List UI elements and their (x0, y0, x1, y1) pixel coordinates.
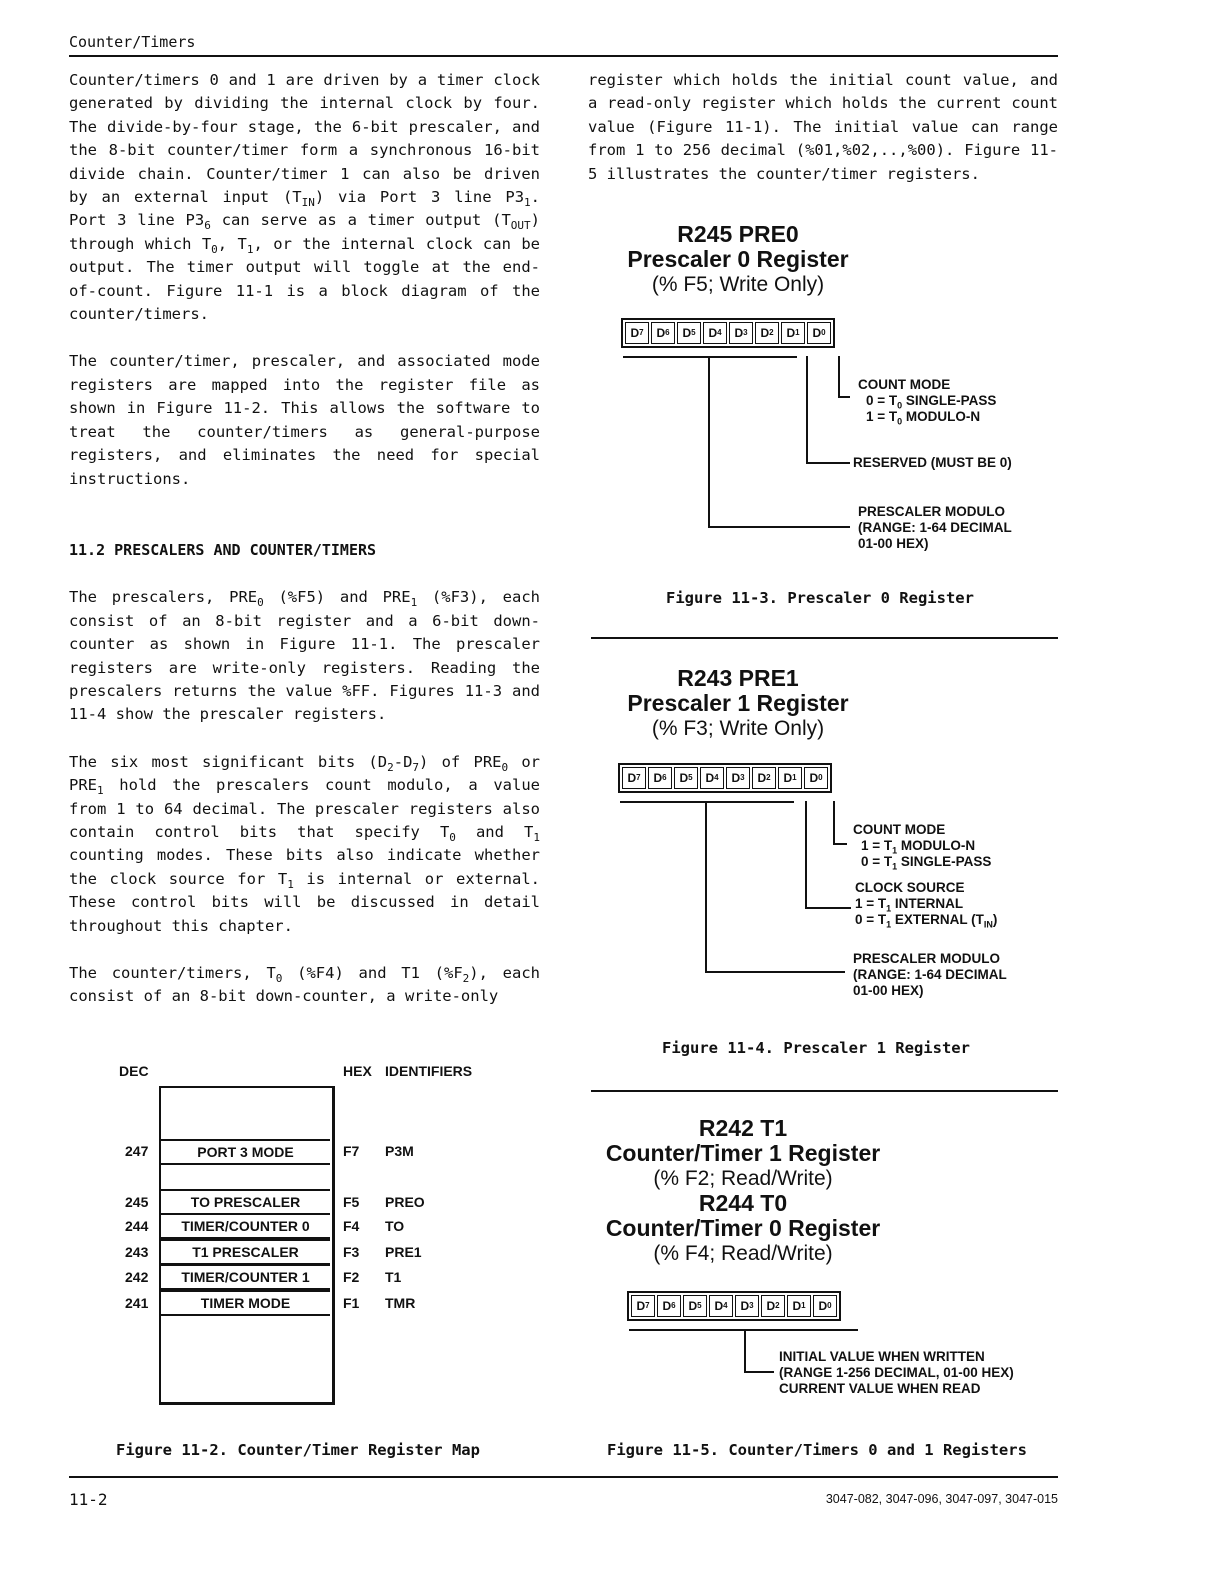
bit-cell: D 7 (622, 767, 646, 789)
figure-11-4-name: Prescaler 1 Register (627, 690, 849, 716)
figure-11-3-title-block (588, 222, 888, 297)
figure-11-4-caption: Figure 11-4. Prescaler 1 Register (662, 1039, 970, 1057)
connector-line (708, 526, 850, 528)
pre0-reserved: RESERVED (MUST BE 0) (853, 455, 1012, 470)
bit-cell: D 5 (683, 1295, 707, 1317)
map-hex: F1 (343, 1295, 360, 1311)
bit-cell: D 3 (726, 767, 750, 789)
figure-11-5-title-block (588, 1116, 898, 1266)
connector-line (833, 801, 835, 845)
map-identifier: TMR (385, 1295, 416, 1311)
connector-line (805, 907, 851, 909)
figure-11-3-title: R245 PRE0 (677, 221, 799, 247)
bit-cell: D 0 (804, 767, 828, 789)
connector-line (805, 801, 807, 909)
pre1-clock-source: CLOCK SOURCE $1 = T_1$ INTERNAL $0 = T_1$ EXTERNAL $(T_{IN})$ (855, 880, 998, 930)
bit-cell: D 1 (778, 767, 802, 789)
right-column (588, 69, 1058, 210)
connector-line (838, 356, 840, 398)
connector-line (744, 1371, 774, 1373)
bit-cell: D 2 (755, 322, 779, 344)
paragraph-counter-timers: The counter/timers, $T_0$ (%F4) and T1 $(\%F_2)$, each consist of an 8-bit down-counter, a write-only (69, 964, 541, 1006)
header-rule (69, 55, 1058, 57)
map-hex: F7 (343, 1143, 360, 1159)
bit-cell: D 3 (735, 1295, 759, 1317)
map-identifier: TO (385, 1218, 405, 1234)
left-column (69, 69, 540, 1033)
map-cell-timer-counter-1: TIMER/COUNTER 1 (161, 1264, 330, 1290)
map-identifier: P3M (385, 1143, 414, 1159)
pre0-count-mode: COUNT MODE $0 = T_0$ SINGLE-PASS $1 = T_0$ MODULO-N (858, 377, 997, 427)
pre1-modulo: PRESCALER MODULO (RANGE: 1-64 DECIMAL 01-00 HEX) (853, 951, 1007, 998)
bit-cell: D 7 (625, 322, 649, 344)
figure-11-5-title-t1: R242 T1 (698, 1115, 788, 1141)
connector-line (806, 462, 850, 464)
bit-cell: D 6 (648, 767, 672, 789)
connector-line (838, 396, 850, 398)
connector-line (744, 1329, 746, 1373)
figure-divider (591, 637, 1058, 639)
bit-cell: D 6 (651, 322, 675, 344)
connector-line (806, 356, 808, 464)
figure-11-2-caption: Figure 11-2. Counter/Timer Register Map (116, 1441, 480, 1459)
map-cell-t1-prescaler: T1 PRESCALER (161, 1239, 330, 1265)
map-dec: 244 (125, 1218, 149, 1234)
map-identifier: PREO (385, 1194, 425, 1210)
connector-line (705, 801, 707, 973)
page-number: 11-2 (69, 1490, 108, 1509)
paragraph-counter-timers-intro: Counter/timers 0 and 1 are driven by a timer clock generated by dividing the internal clock by four. The divide-by-four stage, the 6-bit prescaler, and the 8-bit counter/timer form a synchronous 16-bit divide chain. Counter/timer 1 can also be driven by an external input $(T_{IN})$ via Port 3 line $P3_1$. Port 3 line $P3_6$ can serve as a timer output $(T_{OUT})$ through which $T_0$, $T_1$, or the internal clock can be output. The timer output will toggle at the end-of-count. Figure 11-1 is a block diagram of the counter/timers. (69, 71, 540, 324)
modulo-bracket (620, 801, 794, 803)
bit-cell: D 0 (813, 1295, 837, 1317)
figure-11-4-access: (% F3; Write Only) (651, 717, 825, 740)
bit-cell: D 4 (700, 767, 724, 789)
bit-cell: D 6 (657, 1295, 681, 1317)
map-col-identifiers: IDENTIFIERS (385, 1063, 473, 1079)
connector-line (708, 356, 710, 528)
map-cell-port3-mode: PORT 3 MODE (161, 1139, 330, 1165)
bit-cell: D 0 (807, 322, 831, 344)
paragraph-initial-count: register which holds the initial count value, and a read-only register which holds the current count value (Figure 11-1). The initial value can range from 1 to 256 decimal (%01,%02,..,%00). Figure 11-5 illustrates the counter/timer registers. (588, 71, 1058, 183)
footer-rule (69, 1476, 1058, 1478)
figure-11-5-name-t0: Counter/Timer 0 Register (605, 1215, 881, 1241)
figure-11-3-access: (% F5; Write Only) (651, 273, 825, 296)
bit-cell: D 3 (729, 322, 753, 344)
map-dec: 245 (125, 1194, 149, 1210)
connector-line (705, 971, 845, 973)
paragraph-register-mapping: The counter/timer, prescaler, and associated mode registers are mapped into the register file as shown in Figure 11-2. This allows the software to treat the counter/timers as general-purpose registers, and eliminates the need for special instructions. (69, 352, 540, 488)
bit-cell: D 4 (703, 322, 727, 344)
bit-cell: D 1 (787, 1295, 811, 1317)
paragraph-prescalers: The prescalers, $PRE_0$ (%F5) and $PRE_1$ (%F3), each consist of an 8-bit register and a 6-bit down-counter as shown in Figure 11-1. The prescaler registers are write-only registers. Reading the prescalers returns the value %FF. Figures 11-3 and 11-4 show the prescaler registers. (69, 588, 540, 724)
bit-cell: D 1 (781, 322, 805, 344)
bit-cell: D 5 (677, 322, 701, 344)
pre0-modulo: PRESCALER MODULO (RANGE: 1-64 DECIMAL 01-00 HEX) (858, 504, 1012, 551)
map-dec: 247 (125, 1143, 149, 1159)
map-col-hex: HEX (343, 1063, 372, 1079)
bit-cell: D 4 (709, 1295, 733, 1317)
map-hex: F4 (343, 1218, 360, 1234)
map-dec: 243 (125, 1244, 149, 1260)
document-codes: 3047-082, 3047-096, 3047-097, 3047-015 (825, 1492, 1058, 1506)
map-identifier: T1 (385, 1269, 402, 1285)
figure-11-5-access-t1: (% F2; Read/Write) (653, 1167, 833, 1190)
figure-divider (591, 1090, 1058, 1092)
map-hex: F3 (343, 1244, 360, 1260)
bit-cell: D 5 (674, 767, 698, 789)
map-cell-t0-prescaler: TO PRESCALER (161, 1189, 330, 1215)
figure-11-5-access-t0: (% F4; Read/Write) (653, 1242, 833, 1265)
timer-value-notes: INITIAL VALUE WHEN WRITTEN (RANGE 1-256 DECIMAL, 01-00 HEX) CURRENT VALUE WHEN READ (779, 1349, 1014, 1396)
running-head: Counter/Timers (69, 33, 196, 51)
modulo-bracket (623, 356, 797, 358)
figure-11-5-caption: Figure 11-5. Counter/Timers 0 and 1 Registers (607, 1441, 1027, 1459)
bit-cell: D 7 (631, 1295, 655, 1317)
map-hex: F5 (343, 1194, 360, 1210)
figure-11-4-title: R243 PRE1 (677, 665, 799, 691)
map-col-dec: DEC (119, 1063, 149, 1079)
paragraph-prescaler-bits: The six most significant bits $(D_2-D_7)$ of $PRE_0$ or $PRE_1$ hold the prescalers count modulo, a value from 1 to 64 decimal. The prescaler registers also contain control bits that specify $T_0$ and $T_1$ counting modes. These bits also indicate whether the clock source for $T_1$ is internal or external. These control bits will be discussed in detail throughout this chapter. (69, 752, 541, 935)
pre1-count-mode: COUNT MODE $1 = T_1$ MODULO-N $0 = T_1$ SINGLE-PASS (853, 822, 992, 872)
figure-11-5-name-t1: Counter/Timer 1 Register (605, 1140, 881, 1166)
map-cell-timer-mode: TIMER MODE (161, 1290, 330, 1316)
figure-11-4-title-block (588, 666, 888, 741)
section-heading: 11.2 PRESCALERS AND COUNTER/TIMERS (69, 540, 377, 559)
map-identifier: PRE1 (385, 1244, 422, 1260)
figure-11-3-caption: Figure 11-3. Prescaler 0 Register (666, 589, 974, 607)
connector-line (833, 843, 847, 845)
figure-11-3-name: Prescaler 0 Register (627, 246, 849, 272)
bit-cell: D 2 (752, 767, 776, 789)
timer-bit-field (627, 1291, 841, 1321)
map-hex: F2 (343, 1269, 360, 1285)
map-dec: 242 (125, 1269, 149, 1285)
map-dec: 241 (125, 1295, 149, 1311)
pre1-bit-field (618, 763, 832, 793)
bit-cell: D 2 (761, 1295, 785, 1317)
map-cell-timer-counter-0: TIMER/COUNTER 0 (161, 1213, 330, 1239)
pre0-bit-field (621, 318, 835, 348)
figure-11-5-title-t0: R244 T0 (698, 1190, 788, 1216)
